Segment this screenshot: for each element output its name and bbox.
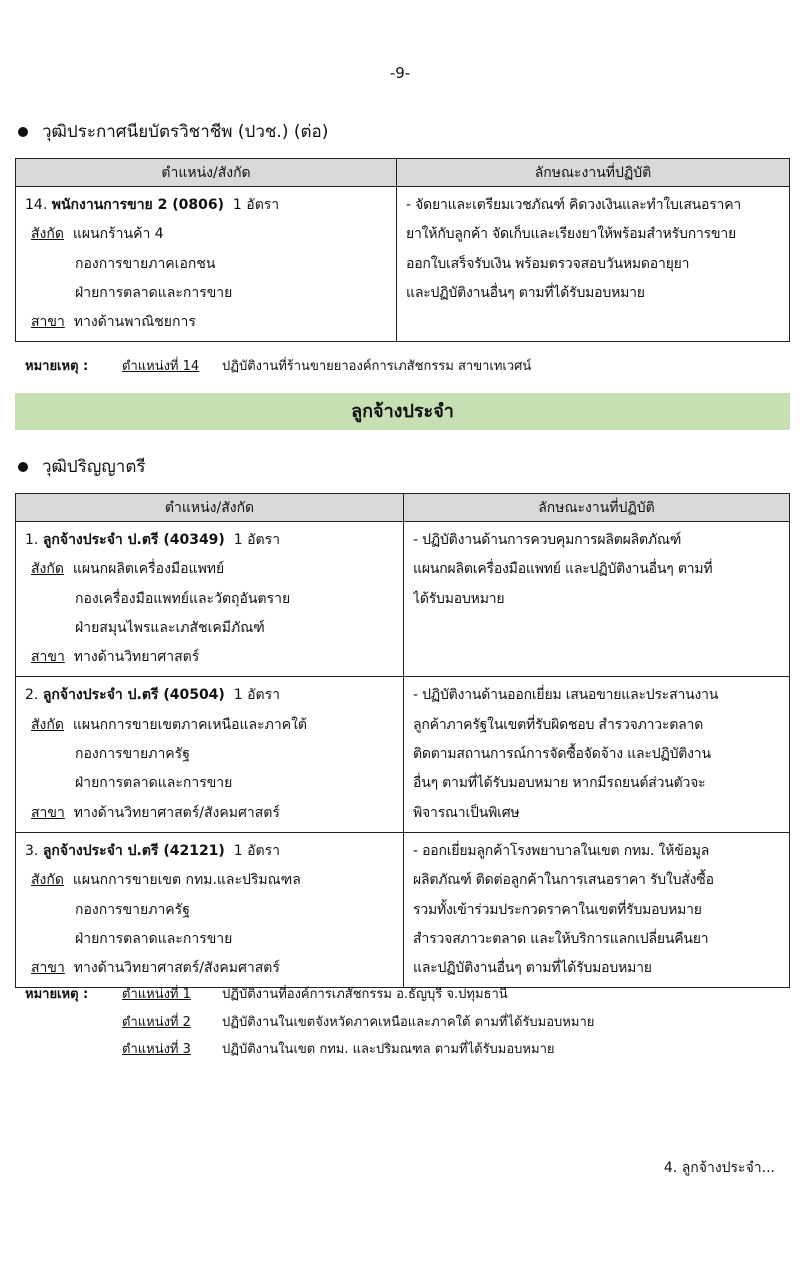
position-number: 3. — [25, 842, 39, 859]
position-cell — [16, 677, 404, 832]
field-value: ทางด้านวิทยาศาสตร์/สังคมศาสตร์ — [73, 804, 280, 821]
section-heading-bachelor — [18, 453, 146, 480]
remark-line — [25, 355, 531, 383]
remark-position-ref: ตำแหน่งที่ 1 — [122, 987, 191, 1002]
affiliation-value: กองการขายภาครัฐ — [75, 901, 190, 918]
remarks-bachelor — [25, 983, 594, 1066]
position-number: 2. — [25, 687, 39, 704]
position-title: ลูกจ้างประจำ ป.ตรี (40349) — [42, 532, 225, 548]
table-row — [16, 677, 790, 832]
field-value: ทางด้านวิทยาศาสตร์/สังคมศาสตร์ — [73, 960, 280, 977]
table-header-row — [16, 494, 790, 522]
remarks-vocational — [25, 355, 531, 383]
heading-text: วุฒิประกาศนียบัตรวิชาชีพ (ปวช.) (ต่อ) — [42, 122, 329, 142]
remark-text: ปฏิบัติงานที่ร้านขายยาองค์การเภสัชกรรม สาขาเทเวศน์ — [222, 359, 532, 374]
job-description-cell — [404, 832, 790, 987]
description-line: ผลิตภัณฑ์ ติดต่อลูกค้าในการเสนอราคา รับใบสั่งซื้อ — [413, 872, 714, 889]
description-line: พิจารณาเป็นพิเศษ — [413, 804, 520, 821]
position-cell — [16, 522, 404, 677]
field-line — [25, 308, 388, 337]
position-title: ลูกจ้างประจำ ป.ตรี (40504) — [42, 687, 225, 704]
affiliation-line — [25, 925, 395, 954]
affiliation-line — [25, 220, 388, 249]
affiliation-value: กองการขายภาคเอกชน — [75, 255, 216, 272]
position-number: 14. — [25, 197, 48, 213]
position-title-line — [25, 681, 395, 710]
table-row — [16, 187, 790, 342]
affiliation-line — [25, 279, 388, 308]
description-line: แผนกผลิตเครื่องมือแพทย์ และปฏิบัติงานอื่นๆ ตามที่ — [413, 561, 713, 578]
affiliation-line — [25, 866, 395, 895]
column-header: ลักษณะงานที่ปฏิบัติ — [397, 159, 790, 187]
page-number: -9- — [389, 64, 411, 82]
affiliation-label: สังกัด — [31, 226, 64, 243]
description-line: ยาให้กับลูกค้า จัดเก็บและเรียงยาให้พร้อมสำหรับการขาย — [406, 226, 736, 243]
affiliation-value: แผนกร้านค้า 4 — [72, 226, 164, 243]
position-title-line — [25, 191, 388, 220]
affiliation-value: แผนกผลิตเครื่องมือแพทย์ — [72, 561, 225, 578]
description-line: - จัดยาและเตรียมเวชภัณฑ์ คิดวงเงินและทำใบเสนอราคา — [406, 197, 742, 213]
continuation-footer: 4. ลูกจ้างประจำ... — [663, 1160, 775, 1176]
field-line — [25, 799, 395, 828]
position-cell — [16, 832, 404, 987]
description-line: รวมทั้งเข้าร่วมประกวดราคาในเขตที่รับมอบหมาย — [413, 901, 702, 918]
remark-line — [25, 1011, 594, 1039]
affiliation-line — [25, 769, 395, 798]
column-header: ตำแหน่ง/สังกัด — [16, 494, 404, 522]
affiliation-value: กองการขายภาครัฐ — [75, 746, 190, 763]
table-header-row — [16, 159, 790, 187]
field-label: สาขา — [31, 314, 65, 331]
field-label: สาขา — [31, 649, 65, 666]
heading-text: วุฒิปริญญาตรี — [42, 457, 146, 477]
positions-table-vocational — [15, 158, 790, 342]
positions-table-bachelor — [15, 493, 790, 988]
field-line — [25, 954, 395, 983]
column-header: ลักษณะงานที่ปฏิบัติ — [404, 494, 790, 522]
affiliation-line — [25, 896, 395, 925]
column-header: ตำแหน่ง/สังกัด — [16, 159, 397, 187]
remark-line — [25, 1038, 594, 1066]
bullet-icon — [18, 462, 28, 472]
remark-text: ปฏิบัติงานในเขต กทม. และปริมณฑล ตามที่ได้รับมอบหมาย — [222, 1042, 555, 1057]
field-line — [25, 643, 395, 672]
affiliation-line — [25, 585, 395, 614]
position-title-line — [25, 526, 395, 555]
position-rate: 1 อัตรา — [232, 197, 280, 213]
affiliation-line — [25, 711, 395, 740]
remark-position-ref: ตำแหน่งที่ 14 — [122, 359, 200, 374]
field-value: ทางด้านพาณิชยการ — [73, 314, 196, 331]
description-line: ติดตามสถานการณ์การจัดซื้อจัดจ้าง และปฏิบัติงาน — [413, 746, 711, 763]
remark-position-ref: ตำแหน่งที่ 3 — [122, 1042, 191, 1057]
table-row — [16, 832, 790, 987]
affiliation-label: สังกัด — [31, 716, 64, 733]
table-row — [16, 522, 790, 677]
remark-text: ปฏิบัติงานที่องค์การเภสัชกรรม อ.ธัญบุรี จ.ปทุมธานี — [222, 987, 508, 1002]
description-line: ออกใบเสร็จรับเงิน พร้อมตรวจสอบวันหมดอายุยา — [406, 255, 690, 272]
job-description-cell — [397, 187, 790, 342]
affiliation-line — [25, 614, 395, 643]
affiliation-value: ฝ่ายสมุนไพรและเภสัชเคมีภัณฑ์ — [75, 619, 265, 636]
field-label: สาขา — [31, 960, 65, 977]
section-heading-vocational — [18, 118, 328, 145]
remark-text: ปฏิบัติงานในเขตจังหวัดภาคเหนือและภาคใต้ ตามที่ได้รับมอบหมาย — [222, 1014, 595, 1030]
remark-line — [25, 983, 594, 1011]
description-line: อื่นๆ ตามที่ได้รับมอบหมาย หากมีรถยนต์ส่วนตัวจะ — [413, 775, 706, 792]
description-line: ได้รับมอบหมาย — [413, 590, 505, 607]
description-line: - ออกเยี่ยมลูกค้าโรงพยาบาลในเขต กทม. ให้ข้อมูล — [413, 842, 710, 859]
description-line: - ปฏิบัติงานด้านออกเยี่ยม เสนอขายและประสานงาน — [413, 687, 719, 704]
position-rate: 1 อัตรา — [233, 842, 280, 859]
remark-position-ref: ตำแหน่งที่ 2 — [122, 1014, 191, 1030]
position-number: 1. — [25, 532, 39, 548]
affiliation-label: สังกัด — [31, 872, 64, 889]
position-title: พนักงานการขาย 2 (0806) — [51, 197, 225, 213]
affiliation-value: แผนกการขายเขตภาคเหนือและภาคใต้ — [72, 716, 308, 733]
field-label: สาขา — [31, 804, 65, 821]
remark-label: หมายเหตุ : — [25, 359, 89, 374]
affiliation-line — [25, 555, 395, 584]
affiliation-line — [25, 740, 395, 769]
affiliation-value: กองเครื่องมือแพทย์และวัตถุอันตราย — [75, 590, 291, 607]
job-description-cell — [404, 677, 790, 832]
job-description-cell — [404, 522, 790, 677]
position-title: ลูกจ้างประจำ ป.ตรี (42121) — [42, 842, 225, 859]
category-banner: ลูกจ้างประจำ — [15, 393, 790, 430]
remark-label: หมายเหตุ : — [25, 987, 89, 1002]
description-line: และปฏิบัติงานอื่นๆ ตามที่ได้รับมอบหมาย — [406, 284, 645, 301]
description-line: สำรวจสภาวะตลาด และให้บริการแลกเปลี่ยนคืนยา — [413, 930, 709, 947]
affiliation-value: ฝ่ายการตลาดและการขาย — [75, 775, 233, 792]
affiliation-value: ฝ่ายการตลาดและการขาย — [75, 284, 233, 301]
position-rate: 1 อัตรา — [233, 687, 280, 704]
position-cell — [16, 187, 397, 342]
position-title-line — [25, 837, 395, 866]
affiliation-value: ฝ่ายการตลาดและการขาย — [75, 930, 233, 947]
affiliation-line — [25, 250, 388, 279]
position-rate: 1 อัตรา — [233, 532, 280, 548]
affiliation-label: สังกัด — [31, 561, 64, 578]
description-line: ลูกค้าภาครัฐในเขตที่รับผิดชอบ สำรวจภาวะตลาด — [413, 716, 704, 733]
description-line: และปฏิบัติงานอื่นๆ ตามที่ได้รับมอบหมาย — [413, 960, 652, 977]
description-line: - ปฏิบัติงานด้านการควบคุมการผลิตผลิตภัณฑ์ — [413, 532, 682, 548]
field-value: ทางด้านวิทยาศาสตร์ — [73, 649, 200, 666]
affiliation-value: แผนกการขายเขต กทม.และปริมณฑล — [72, 872, 301, 889]
bullet-icon — [18, 127, 28, 137]
